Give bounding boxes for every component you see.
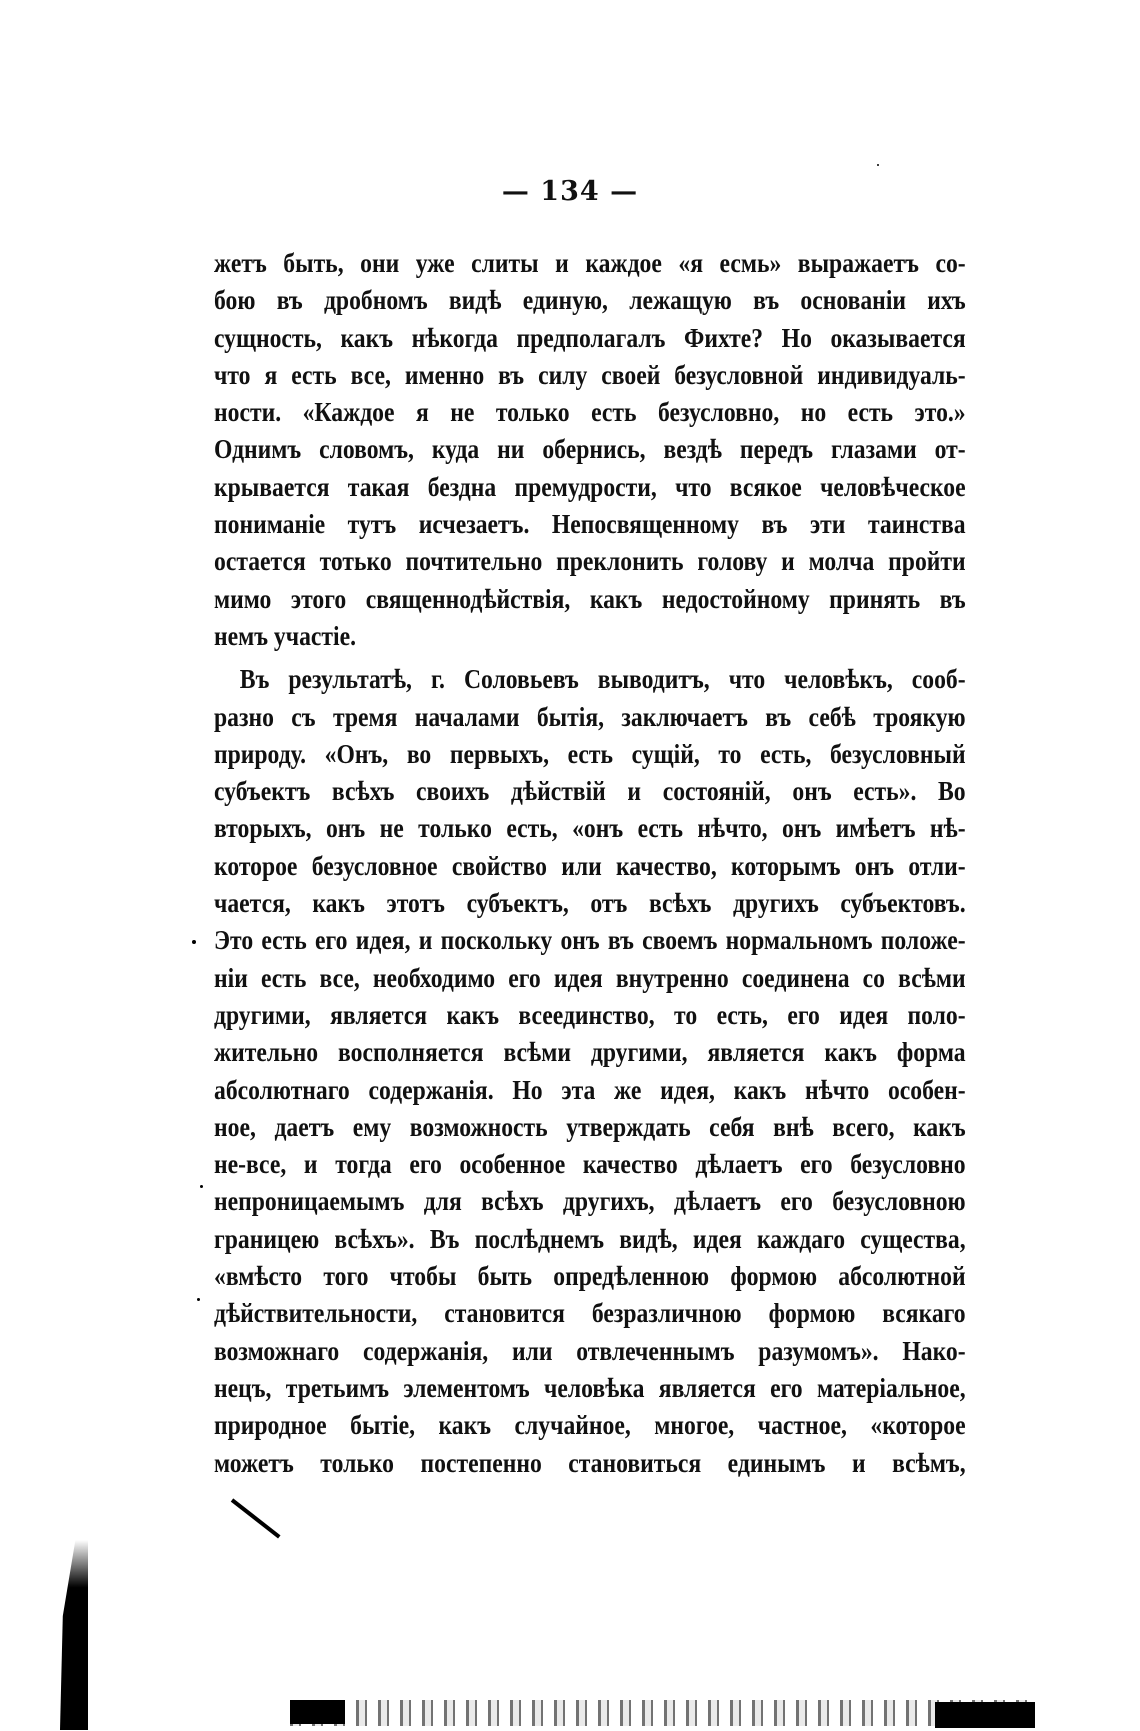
scan-edge-noise <box>290 1700 1030 1726</box>
text-line: абсолютнаго содержанiя. Но эта же идея, какъ нѣчто особен- <box>214 1073 966 1105</box>
text-line: что я есть все, именно въ силу своей безусловной индивидуаль- <box>214 358 966 390</box>
text-line: сущность, какъ нѣкогда предполагалъ Фихте? Но оказывается <box>214 321 966 353</box>
text-line: бою въ дробномъ видѣ единую, лежащую въ основанiи ихъ <box>214 284 966 316</box>
body-text <box>214 244 966 1481</box>
text-line: другими, является какъ всеединство, то есть, его идея поло- <box>214 998 966 1030</box>
text-line: возможнаго содержанiя, или отвлеченнымъ разумомъ». Нако- <box>214 1334 966 1366</box>
text-line: Это есть его идея, и поскольку онъ въ своемъ нормальномъ положе- <box>214 924 966 956</box>
text-line: чается, какъ этотъ субъектъ, отъ всѣхъ другихъ субъектовъ. <box>214 887 966 919</box>
text-line: пониманiе тутъ исчезаетъ. Непосвященному въ эти таинства <box>214 508 966 540</box>
page-number: — 134 — <box>501 176 639 207</box>
text-line: не-все, и тогда его особенное качество дѣлаетъ его безусловно <box>214 1148 966 1180</box>
text-line: Однимъ словомъ, куда ни обернись, вездѣ передъ глазами от- <box>214 433 966 465</box>
text-line: границею всѣхъ». Въ послѣднемъ видѣ, идея каждаго существа, <box>214 1222 966 1254</box>
text-line: которое безусловное свойство или качество, которымъ онъ отли- <box>214 849 966 881</box>
text-line: мимо этого священнодѣйствiя, какъ недостойному принять въ <box>214 582 966 614</box>
scan-fleck <box>877 164 879 166</box>
text-line: дѣйствительности, становится безразличною формою всякаго <box>214 1297 966 1329</box>
text-line: ное, даетъ ему возможность утверждать себя внѣ всего, какъ <box>214 1110 966 1142</box>
text-line: немъ участiе. <box>214 619 357 651</box>
scan-fleck <box>200 1185 203 1188</box>
text-line: ности. «Каждое я не только есть безусловно, но есть это.» <box>214 396 966 428</box>
text-line: разно съ тремя началами бытiя, заключаетъ въ себѣ троякую <box>214 700 966 732</box>
text-line: можетъ только постепенно становиться единымъ и всѣмъ, <box>214 1446 966 1478</box>
scan-edge-noise <box>935 1702 1035 1728</box>
text-line: крывается такая бездна премудрости, что всякое человѣческое <box>214 470 966 502</box>
text-line: нецъ, третьимъ элементомъ человѣка является его матерiальное, <box>214 1371 966 1403</box>
scan-fleck <box>197 1298 200 1301</box>
paragraph <box>214 244 966 654</box>
text-line: природное бытiе, какъ случайное, многое, частное, «которое <box>214 1409 966 1441</box>
text-line: субъектъ всѣхъ своихъ дѣйствiй и состоянiй, онъ есть». Во <box>214 775 966 807</box>
text-line: остается тотько почтительно преклонить голову и молча пройти <box>214 545 966 577</box>
scan-edge-noise <box>290 1700 345 1724</box>
text-line: нiи есть все, необходимо его идея внутренно соединена со всѣми <box>214 961 966 993</box>
scan-fleck <box>192 940 196 944</box>
text-line: непроницаемымъ для всѣхъ другихъ, дѣлаетъ его безусловною <box>214 1185 966 1217</box>
text-line: «вмѣсто того чтобы быть опредѣленною формою абсолютной <box>214 1260 966 1292</box>
text-line: жетъ быть, они уже слиты и каждое «я есмь» выражаетъ со- <box>214 247 966 278</box>
text-line: жительно восполняется всѣми другими, является какъ форма <box>214 1036 966 1068</box>
paragraph <box>214 660 966 1481</box>
scan-smudge <box>60 1540 88 1730</box>
scan-mark <box>231 1498 281 1538</box>
text-line: Въ результатѣ, г. Соловьевъ выводитъ, что человѣкъ, сооб- <box>239 663 966 695</box>
text-line: вторыхъ, онъ не только есть, «онъ есть нѣчто, онъ имѣетъ нѣ- <box>214 812 966 844</box>
text-line: природу. «Онъ, во первыхъ, есть сущiй, то есть, безусловный <box>214 737 966 769</box>
